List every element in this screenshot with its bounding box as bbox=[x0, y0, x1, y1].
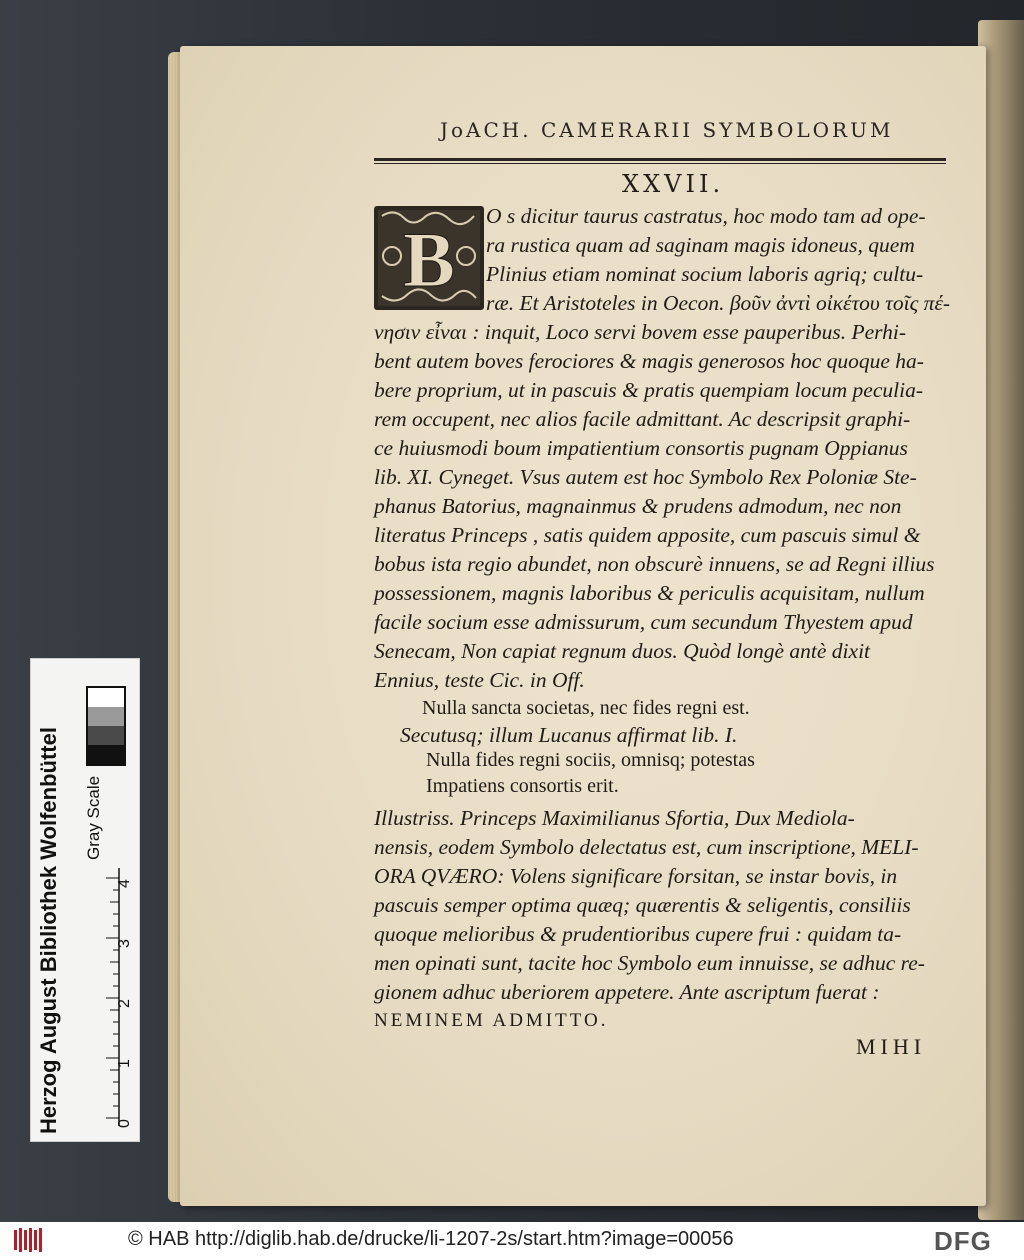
text-line: possessionem, magnis laboribus & periculis acquisitam, nullum bbox=[374, 581, 925, 605]
head-rule bbox=[374, 158, 946, 161]
head-rule-thin bbox=[374, 163, 946, 164]
text-line: lib. XI. Cyneget. Vsus autem est hoc Symbolo Rex Poloniæ Ste- bbox=[374, 465, 917, 489]
hab-logo-icon bbox=[12, 1226, 46, 1254]
text-line: ræ. Et Aristoteles in Oecon. βοῦν ἀντὶ οἰκέτου τοῖς πέ- bbox=[486, 291, 951, 315]
text-line: Senecam, Non capiat regnum duos. Quòd longè antè dixit bbox=[374, 639, 871, 663]
motto: NEMINEM ADMITTO. bbox=[374, 1010, 609, 1031]
text-line: phanus Batorius, magnainmus & prudens admodum, nec non bbox=[374, 494, 902, 518]
dfg-logo: DFG bbox=[934, 1226, 992, 1256]
image-citation: © HAB http://diglib.hab.de/drucke/li-1207-2s/start.htm?image=00056 bbox=[128, 1228, 734, 1250]
text-line: quoque melioribus & prudentioribus cupere frui : quidam ta- bbox=[374, 922, 902, 946]
library-name: Herzog August Bibliothek Wolfenbüttel bbox=[36, 727, 61, 1134]
quote-line: Nulla fides regni sociis, omnisq; potestas bbox=[426, 749, 755, 771]
text-line: ce huiusmodi boum impatientium consortis pugnam Oppianus bbox=[374, 436, 908, 460]
catchword: MIHI bbox=[856, 1034, 927, 1059]
text-line: Ennius, teste Cic. in Off. bbox=[374, 668, 585, 692]
quote-intro: Secutusq; illum Lucanus affirmat lib. I. bbox=[400, 723, 738, 747]
text-line: ra rustica quam ad saginam magis idoneus, quem bbox=[486, 233, 915, 257]
text-line: gionem adhuc uberiorem appetere. Ante ascriptum fuerat : bbox=[374, 980, 880, 1004]
decorated-initial-ornament-icon bbox=[374, 206, 484, 310]
text-line: men opinati sunt, tacite hoc Symbolo eum innuisse, se adhuc re- bbox=[374, 951, 925, 975]
text-line: bobus ista regio abundet, non obscurè innuens, se ad Regni illius bbox=[374, 552, 935, 576]
gray-scale-patches bbox=[86, 686, 126, 766]
text-line: Plinius etiam nominat socium laboris agriq; cultu- bbox=[486, 262, 924, 286]
text-line: pascuis semper optima quæq; quærentis & seligentis, consiliis bbox=[374, 893, 911, 917]
running-head: JoACH. CAMERARII SYMBOLORUM bbox=[440, 118, 894, 142]
quote-line: Impatiens consortis erit. bbox=[426, 775, 619, 797]
svg-text:B: B bbox=[402, 216, 456, 303]
text-line: bere proprium, ut in pascuis & pratis quempiam locum peculia- bbox=[374, 378, 923, 402]
text-line: O s dicitur taurus castratus, hoc modo tam ad ope- bbox=[486, 204, 926, 228]
scale-number: 3 bbox=[116, 939, 133, 948]
text-line: νησιν εἶναι : inquit, Loco servi bovem esse pauperibus. Perhi- bbox=[374, 320, 907, 344]
scale-number: 4 bbox=[116, 879, 133, 888]
symbol-number: XXVII. bbox=[622, 170, 725, 198]
ruler-scale-icon bbox=[86, 868, 120, 1126]
text-line: literatus Princeps , satis quidem apposite, cum pascuis simul & bbox=[374, 523, 921, 547]
text-line: ORA QVÆRO: Volens significare forsitan, se instar bovis, in bbox=[374, 864, 898, 888]
scale-number: 0 bbox=[116, 1119, 133, 1128]
text-line: nensis, eodem Symbolo delectatus est, cum inscriptione, MELI- bbox=[374, 835, 919, 859]
text-line: Illustriss. Princeps Maximilianus Sfortia, Dux Mediola- bbox=[374, 806, 855, 830]
scale-number: 2 bbox=[116, 999, 133, 1008]
decorated-initial bbox=[374, 206, 484, 310]
text-line: bent autem boves ferociores & magis generosos hoc quoque ha- bbox=[374, 349, 924, 373]
gray-scale-label: Gray Scale bbox=[84, 775, 103, 860]
quote-line: Nulla sancta societas, nec fides regni est. bbox=[422, 697, 750, 719]
scale-number: 1 bbox=[116, 1059, 133, 1068]
text-line: facile socium esse admissurum, cum secundum Thyestem apud bbox=[374, 610, 913, 634]
text-line: rem occupent, nec alios facile admittant. Ac descripsit graphi- bbox=[374, 407, 911, 431]
